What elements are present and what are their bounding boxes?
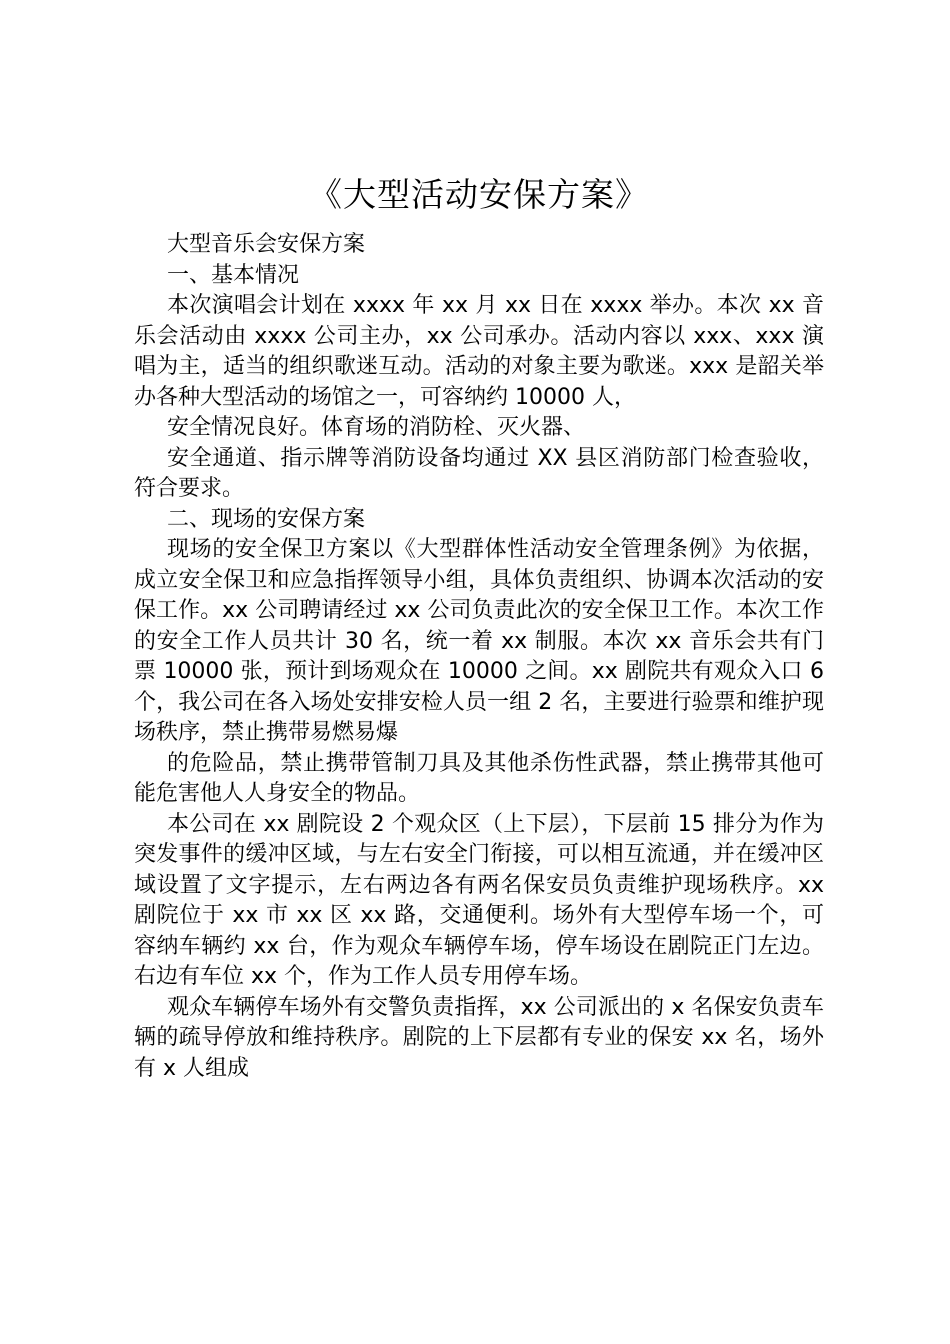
- paragraph-heading-onsite-plan: 二、现场的安保方案: [167, 506, 366, 532]
- paragraph-prohibited-items: 的危险品，禁止携带管制刀具及其他杀伤性武器，禁止携带其他可能危害他人人身安全的物品。: [134, 750, 824, 806]
- paragraph-security-organization: 现场的安全保卫方案以《大型群体性活动安全管理条例》为依据，成立安全保卫和应急指挥领导小组，具体负责组织、协调本次活动的安保工作。xx 公司聘请经过 xx 公司负责此次的安全保卫工作。本次工作的安全工作人员共计 30 名，统一着 xx 制服。本次 xx 音乐会共有门票 10000 张，预计到场观众在 10000 之间。xx 剧院共有观众入口 6 个，我公司在各入场处安排安检人员一组 2 名，主要进行验票和维护现场秩序，禁止携带易燃易爆: [134, 537, 824, 745]
- paragraph-heading-basic-info: 一、基本情况: [167, 262, 300, 288]
- document-page: [134, 172, 824, 1084]
- paragraph-subtitle: 大型音乐会安保方案: [167, 232, 366, 257]
- document-title: 《大型活动安保方案》: [309, 175, 649, 214]
- paragraph-traffic-control: 观众车辆停车场外有交警负责指挥，xx 公司派出的 x 名保安负责车辆的疏导停放和维持秩序。剧院的上下层都有专业的保安 xx 名，场外有 x 人组成: [134, 994, 824, 1081]
- paragraph-fire-inspection: 安全通道、指示牌等消防设备均通过 XX 县区消防部门检查验收，符合要求。: [134, 445, 824, 501]
- paragraph-safety-status: 安全情况良好。体育场的消防栓、灭火器、: [167, 415, 586, 440]
- paragraph-event-overview: 本次演唱会计划在 xxxx 年 xx 月 xx 日在 xxxx 举办。本次 xx 音乐会活动由 xxxx 公司主办，xx 公司承办。活动内容以 xxx、xxx 演唱为主，适当的组织歌迷互动。活动的对象主要为歌迷。xxx 是韶关举办各种大型活动的场馆之一，可容纳约 10000 人，: [134, 293, 824, 410]
- paragraph-venue-layout: 本公司在 xx 剧院设 2 个观众区（上下层），下层前 15 排分为作为突发事件的缓冲区域，与左右安全门衔接，可以相互流通，并在缓冲区域设置了文字提示，左右两边各有两名保安员负责维护现场秩序。xx 剧院位于 xx 市 xx 区 xx 路，交通便利。场外有大型停车场一个，可容纳车辆约 xx 台，作为观众车辆停车场，停车场设在剧院正门左边。右边有车位 xx 个，作为工作人员专用停车场。: [134, 811, 824, 989]
